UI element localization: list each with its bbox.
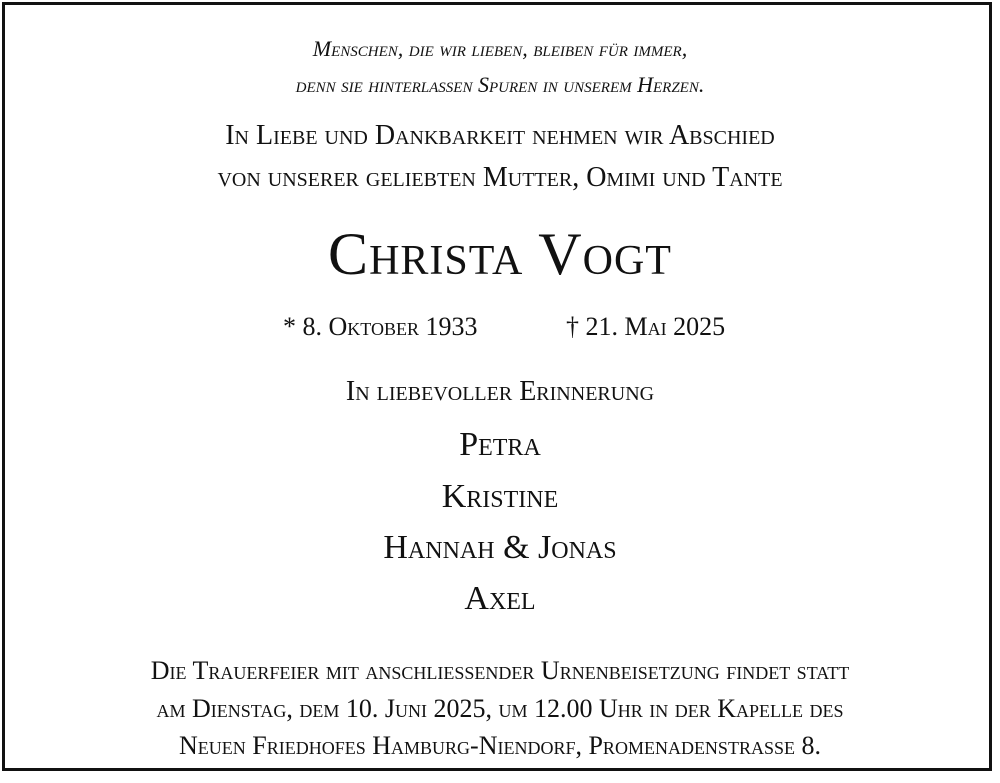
survivor-name: Axel [464,580,536,617]
survivor-name: Kristine [441,478,559,515]
birth-date: * 8. Oktober 1933 [283,312,478,341]
quote-line-1: Menschen, die wir lieben, bleiben für immer, [312,36,688,61]
quote-line-2: denn sie hinterlassen Spuren in unserem Herzen. [295,72,705,97]
death-date: † 21. Mai 2025 [566,312,726,341]
intro-line-1: In Liebe und Dankbarkeit nehmen wir Abschied [225,120,775,151]
service-line-3: Neuen Friedhofes Hamburg-Niendorf, Promenadenstrasse 8. [179,731,821,760]
service-line-2: am Dienstag, dem 10. Juni 2025, um 12.00 Uhr in der Kapelle des [156,694,844,723]
memory-label: In liebevoller Erinnerung [345,376,655,407]
intro-line-2: von unserer geliebten Mutter, Omimi und Tante [217,162,783,193]
deceased-name: Christa Vogt [328,221,672,287]
survivor-name: Hannah & Jonas [383,529,617,566]
service-line-1: Die Trauerfeier mit anschliessender Urnenbeisetzung findet statt [150,656,850,685]
survivor-name: Petra [459,426,541,463]
